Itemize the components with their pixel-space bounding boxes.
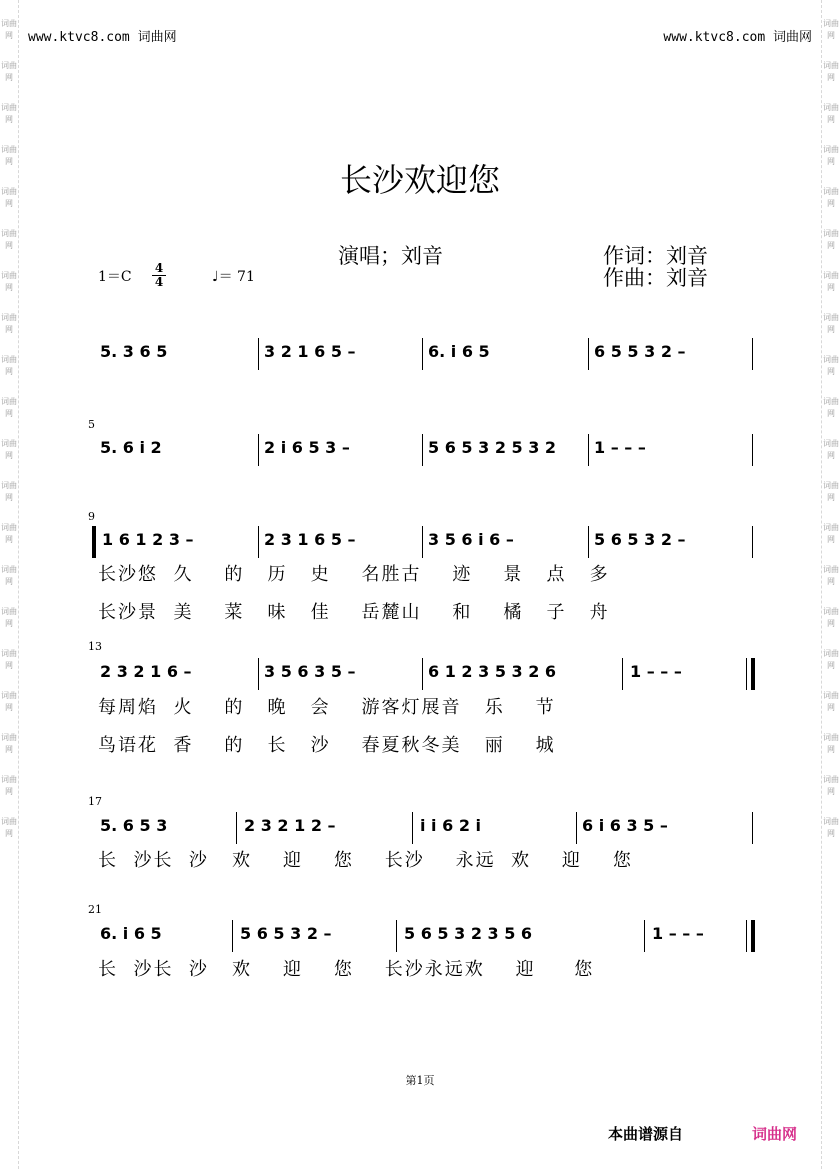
lyric-line: 长 沙长 沙 欢 迎 您 长沙永远欢 迎 您	[98, 959, 595, 980]
barline	[752, 434, 753, 466]
watermark-mark: 词曲网	[1, 817, 17, 838]
score-bar: 3 2 1 6 5 –	[264, 342, 356, 361]
score-bar: 5 6 5 3 2 –	[594, 530, 686, 549]
watermark-mark: 词曲网	[1, 775, 17, 796]
watermark-mark: 词曲网	[1, 649, 17, 670]
barline	[422, 658, 423, 690]
lyric-line: 长 沙长 沙 欢 迎 您 长沙 永远 欢 迎 您	[98, 850, 633, 871]
watermark-mark: 词曲网	[823, 229, 839, 250]
repeat-end-barline	[751, 658, 755, 690]
watermark-mark: 词曲网	[823, 355, 839, 376]
watermark-mark: 词曲网	[1, 355, 17, 376]
time-signature-top: 4	[154, 261, 164, 275]
barline	[422, 338, 423, 370]
watermark-mark: 词曲网	[1, 691, 17, 712]
watermark-mark: 词曲网	[823, 313, 839, 334]
watermark-mark: 词曲网	[823, 775, 839, 796]
barline	[644, 920, 645, 952]
score-bar: 5. 6 i 2	[100, 438, 162, 457]
score-bar: 1 – – –	[652, 924, 704, 943]
watermark-mark: 词曲网	[1, 187, 17, 208]
barline	[588, 338, 589, 370]
score-bar: 3 5 6 i 6 –	[428, 530, 514, 549]
watermark-mark: 词曲网	[1, 313, 17, 334]
score-bar: 1 – – –	[630, 662, 682, 681]
watermark-mark: 词曲网	[823, 817, 839, 838]
score-bar: 5. 6 5 3	[100, 816, 168, 835]
score-bar: 3 5 6 3 5 –	[264, 662, 356, 681]
measure-number: 9	[88, 510, 95, 523]
key-signature: 1＝C	[98, 269, 132, 285]
measure-number: 17	[88, 795, 102, 808]
watermark-mark: 词曲网	[1, 607, 17, 628]
lyricist-credit: 作词：刘音	[603, 244, 708, 268]
score-row	[0, 334, 840, 374]
watermark-mark: 词曲网	[823, 103, 839, 124]
watermark-mark: 词曲网	[1, 565, 17, 586]
watermark-mark: 词曲网	[823, 19, 839, 40]
lyric-line: 每周焰 火 的 晚 会 游客灯展音 乐 节	[98, 697, 556, 718]
score-bar: i i 6 2 i	[420, 816, 481, 835]
tempo-marking: ♩＝ 71	[212, 269, 255, 285]
score-bar: 6 1 2 3 5 3 2 6	[428, 662, 557, 681]
watermark-mark: 词曲网	[1, 733, 17, 754]
score-bar: 6. i 6 5	[428, 342, 490, 361]
time-signature-bottom: 4	[152, 275, 166, 289]
watermark-mark: 词曲网	[823, 733, 839, 754]
barline	[232, 920, 233, 952]
watermark-mark: 词曲网	[823, 397, 839, 418]
score-bar: 2 3 2 1 6 –	[100, 662, 192, 681]
score-row	[0, 916, 840, 956]
lyric-line: 鸟语花 香 的 长 沙 春夏秋冬美 丽 城	[98, 735, 556, 756]
source-brand-link[interactable]: 词曲网	[752, 1125, 798, 1143]
score-bar: 5 6 5 3 2 –	[240, 924, 332, 943]
barline	[422, 434, 423, 466]
singer-credit: 演唱；刘音	[338, 244, 443, 268]
barline	[588, 526, 589, 558]
watermark-mark: 词曲网	[823, 649, 839, 670]
measure-number: 21	[88, 903, 102, 916]
watermark-mark: 词曲网	[823, 565, 839, 586]
watermark-mark: 词曲网	[1, 439, 17, 460]
lyric-line: 长沙景 美 菜 味 佳 岳麓山 和 橘 子 舟	[98, 602, 610, 623]
barline	[258, 658, 259, 690]
composer-credit: 作曲：刘音	[603, 266, 708, 290]
watermark-mark: 词曲网	[1, 145, 17, 166]
score-bar: 2 3 1 6 5 –	[264, 530, 356, 549]
score-bar: 6 5 5 3 2 –	[594, 342, 686, 361]
score-bar: 5. 3 6 5	[100, 342, 168, 361]
watermark-mark: 词曲网	[823, 481, 839, 502]
watermark-mark: 词曲网	[1, 103, 17, 124]
watermark-mark: 词曲网	[823, 145, 839, 166]
barline	[752, 812, 753, 844]
barline	[236, 812, 237, 844]
watermark-mark: 词曲网	[823, 523, 839, 544]
barline	[396, 920, 397, 952]
barline	[412, 812, 413, 844]
watermark-mark: 词曲网	[1, 481, 17, 502]
score-bar: 1 – – –	[594, 438, 646, 457]
measure-number: 5	[88, 418, 95, 431]
barline	[746, 920, 747, 952]
watermark-mark: 词曲网	[823, 691, 839, 712]
watermark-mark: 词曲网	[1, 271, 17, 292]
watermark-mark: 词曲网	[1, 229, 17, 250]
score-bar: 1 6 1 2 3 –	[102, 530, 194, 549]
watermark-mark: 词曲网	[1, 19, 17, 40]
score-bar: 2 3 2 1 2 –	[244, 816, 336, 835]
watermark-mark: 词曲网	[823, 271, 839, 292]
song-title: 长沙欢迎您	[339, 161, 500, 199]
barline	[258, 338, 259, 370]
barline	[576, 812, 577, 844]
barline	[588, 434, 589, 466]
page-number: 第1页	[405, 1074, 435, 1087]
watermark-mark: 词曲网	[823, 61, 839, 82]
barline	[258, 434, 259, 466]
barline	[622, 658, 623, 690]
score-row	[0, 430, 840, 470]
barline	[752, 526, 753, 558]
watermark-mark: 词曲网	[823, 607, 839, 628]
final-barline	[751, 920, 755, 952]
score-bar: 2 i 6 5 3 –	[264, 438, 350, 457]
barline	[746, 658, 747, 690]
header-url-right[interactable]: www.ktvc8.com 词曲网	[663, 30, 812, 45]
barline	[258, 526, 259, 558]
score-bar: 6. i 6 5	[100, 924, 162, 943]
barline	[422, 526, 423, 558]
lyric-line: 长沙悠 久 的 历 史 名胜古 迹 景 点 多	[98, 564, 610, 585]
score-row	[0, 808, 840, 848]
score-bar: 6 i 6 3 5 –	[582, 816, 668, 835]
watermark-mark: 词曲网	[823, 187, 839, 208]
repeat-start-barline	[92, 526, 96, 558]
barline	[752, 338, 753, 370]
watermark-mark: 词曲网	[823, 439, 839, 460]
score-bar: 5 6 5 3 2 3 5 6	[404, 924, 533, 943]
watermark-mark: 词曲网	[1, 61, 17, 82]
time-signature	[152, 262, 166, 289]
score-row	[0, 522, 840, 562]
measure-number: 13	[88, 640, 102, 653]
watermark-mark: 词曲网	[1, 397, 17, 418]
header-url-left[interactable]: www.ktvc8.com 词曲网	[28, 30, 177, 45]
score-bar: 5 6 5 3 2 5 3 2	[428, 438, 557, 457]
watermark-mark: 词曲网	[1, 523, 17, 544]
score-row	[0, 654, 840, 694]
source-label: 本曲谱源自	[608, 1125, 684, 1143]
